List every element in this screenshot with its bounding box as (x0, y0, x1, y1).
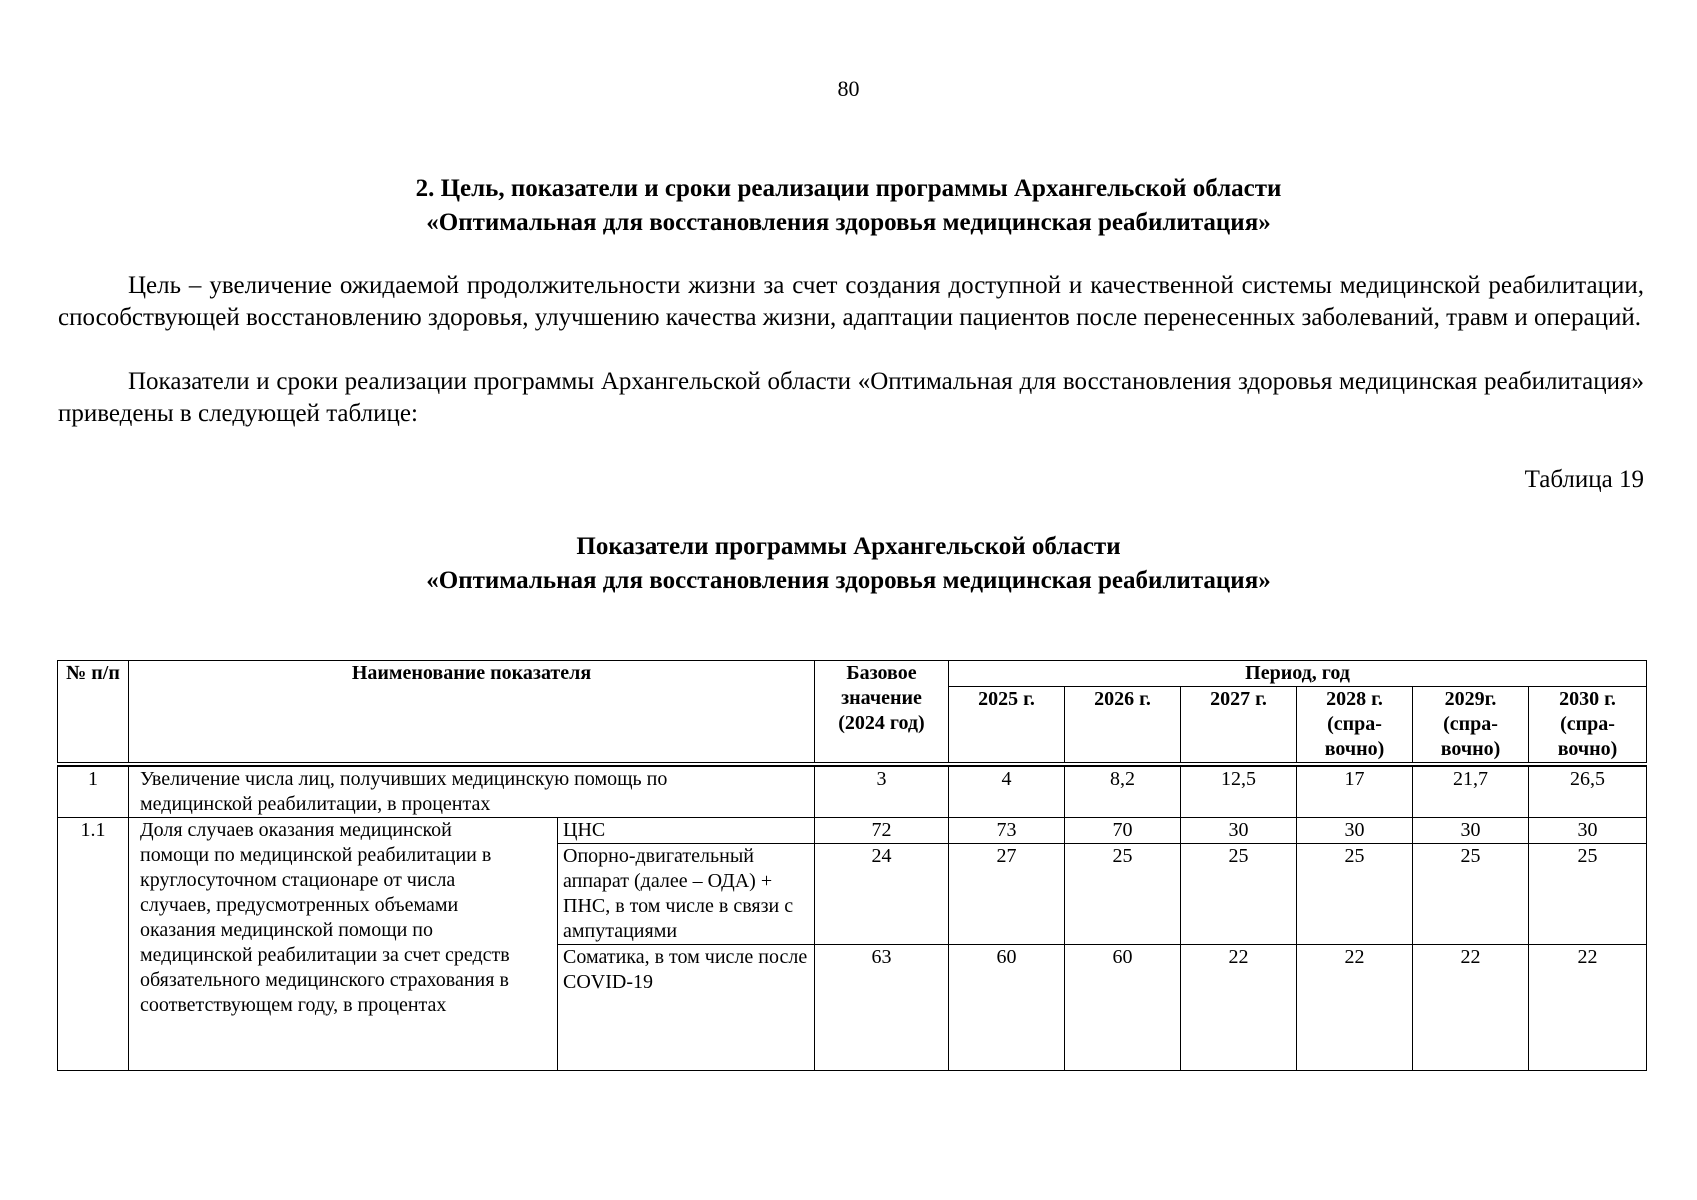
row-num: 1.1 (58, 818, 129, 1071)
header-year: 2029г. (спра-вочно) (1413, 687, 1529, 763)
table-row (58, 818, 1647, 844)
row-value: 22 (1297, 945, 1413, 1071)
row-value: 70 (1065, 818, 1181, 844)
row-name: Доля случаев оказания медицинской помощи по медицинской реабилитации в круглосуточном стационаре от числа случаев, предусмотренных объемами оказания медицинской помощи по медицинской реабилитации за счет средств обязательного медицинского страхования в соответствующем году, в процентах (129, 818, 558, 1071)
row-value: 25 (1529, 844, 1647, 945)
row-value: 4 (949, 767, 1065, 818)
sub-label: Соматика, в том числе после COVID-19 (558, 945, 815, 1071)
row-value: 26,5 (1529, 767, 1647, 818)
row-value: 25 (1065, 844, 1181, 945)
row-value: 30 (1413, 818, 1529, 844)
section-title (0, 172, 1697, 240)
header-year: 2028 г. (спра-вочно) (1297, 687, 1413, 763)
row-value: 22 (1529, 945, 1647, 1071)
indicators-table (57, 660, 1647, 1071)
paragraph-indicators: Показатели и сроки реализации программы Архангельской области «Оптимальная для восстановления здоровья медицинская реабилитация» приведены в следующей таблице: (58, 368, 1644, 427)
row-name: Увеличение числа лиц, получивших медицинскую помощь по медицинской реабилитации, в процентах (129, 767, 815, 818)
header-name: Наименование показателя (129, 661, 815, 763)
header-row (58, 661, 1647, 687)
header-year: 2026 г. (1065, 687, 1181, 763)
row-value: 24 (815, 844, 949, 945)
row-value: 21,7 (1413, 767, 1529, 818)
row-value: 12,5 (1181, 767, 1297, 818)
row-value: 30 (1529, 818, 1647, 844)
header-num: № п/п (58, 661, 129, 763)
row-value: 25 (1181, 844, 1297, 945)
row-value: 60 (1065, 945, 1181, 1071)
header-year: 2025 г. (949, 687, 1065, 763)
row-value: 30 (1181, 818, 1297, 844)
table-title (0, 530, 1697, 598)
row-value: 60 (949, 945, 1065, 1071)
page-number: 80 (837, 76, 860, 101)
sub-label: Опорно-двигательный аппарат (далее – ОДА) + ПНС, в том числе в связи с ампутациями (558, 844, 815, 945)
table-row (58, 767, 1647, 818)
row-value: 8,2 (1065, 767, 1181, 818)
row-value: 22 (1181, 945, 1297, 1071)
row-value: 25 (1297, 844, 1413, 945)
section-title-line2: «Оптимальная для восстановления здоровья медицинская реабилитация» (426, 209, 1271, 236)
section-title-line1: 2. Цель, показатели и сроки реализации программы Архангельской области (415, 175, 1282, 202)
row-num: 1 (58, 767, 129, 818)
row-value: 30 (1297, 818, 1413, 844)
row-value: 25 (1413, 844, 1529, 945)
table-title-line2: «Оптимальная для восстановления здоровья медицинская реабилитация» (426, 567, 1271, 594)
table-label: Таблица 19 (1524, 466, 1644, 493)
row-value: 17 (1297, 767, 1413, 818)
header-base: Базовое значение (2024 год) (815, 661, 949, 763)
row-value: 22 (1413, 945, 1529, 1071)
header-year: 2027 г. (1181, 687, 1297, 763)
row-value: 3 (815, 767, 949, 818)
row-value: 72 (815, 818, 949, 844)
table-title-line1: Показатели программы Архангельской области (576, 533, 1121, 560)
header-year: 2030 г. (спра-вочно) (1529, 687, 1647, 763)
header-period: Период, год (949, 661, 1647, 687)
row-value: 63 (815, 945, 949, 1071)
row-value: 73 (949, 818, 1065, 844)
row-value: 27 (949, 844, 1065, 945)
paragraph-goal: Цель – увеличение ожидаемой продолжительности жизни за счет создания доступной и качественной системы медицинской реабилитации, способствующей восстановлению здоровья, улучшению качества жизни, адаптации пациентов после перенесенных заболеваний, травм и операций. (58, 272, 1644, 331)
sub-label: ЦНС (558, 818, 815, 844)
